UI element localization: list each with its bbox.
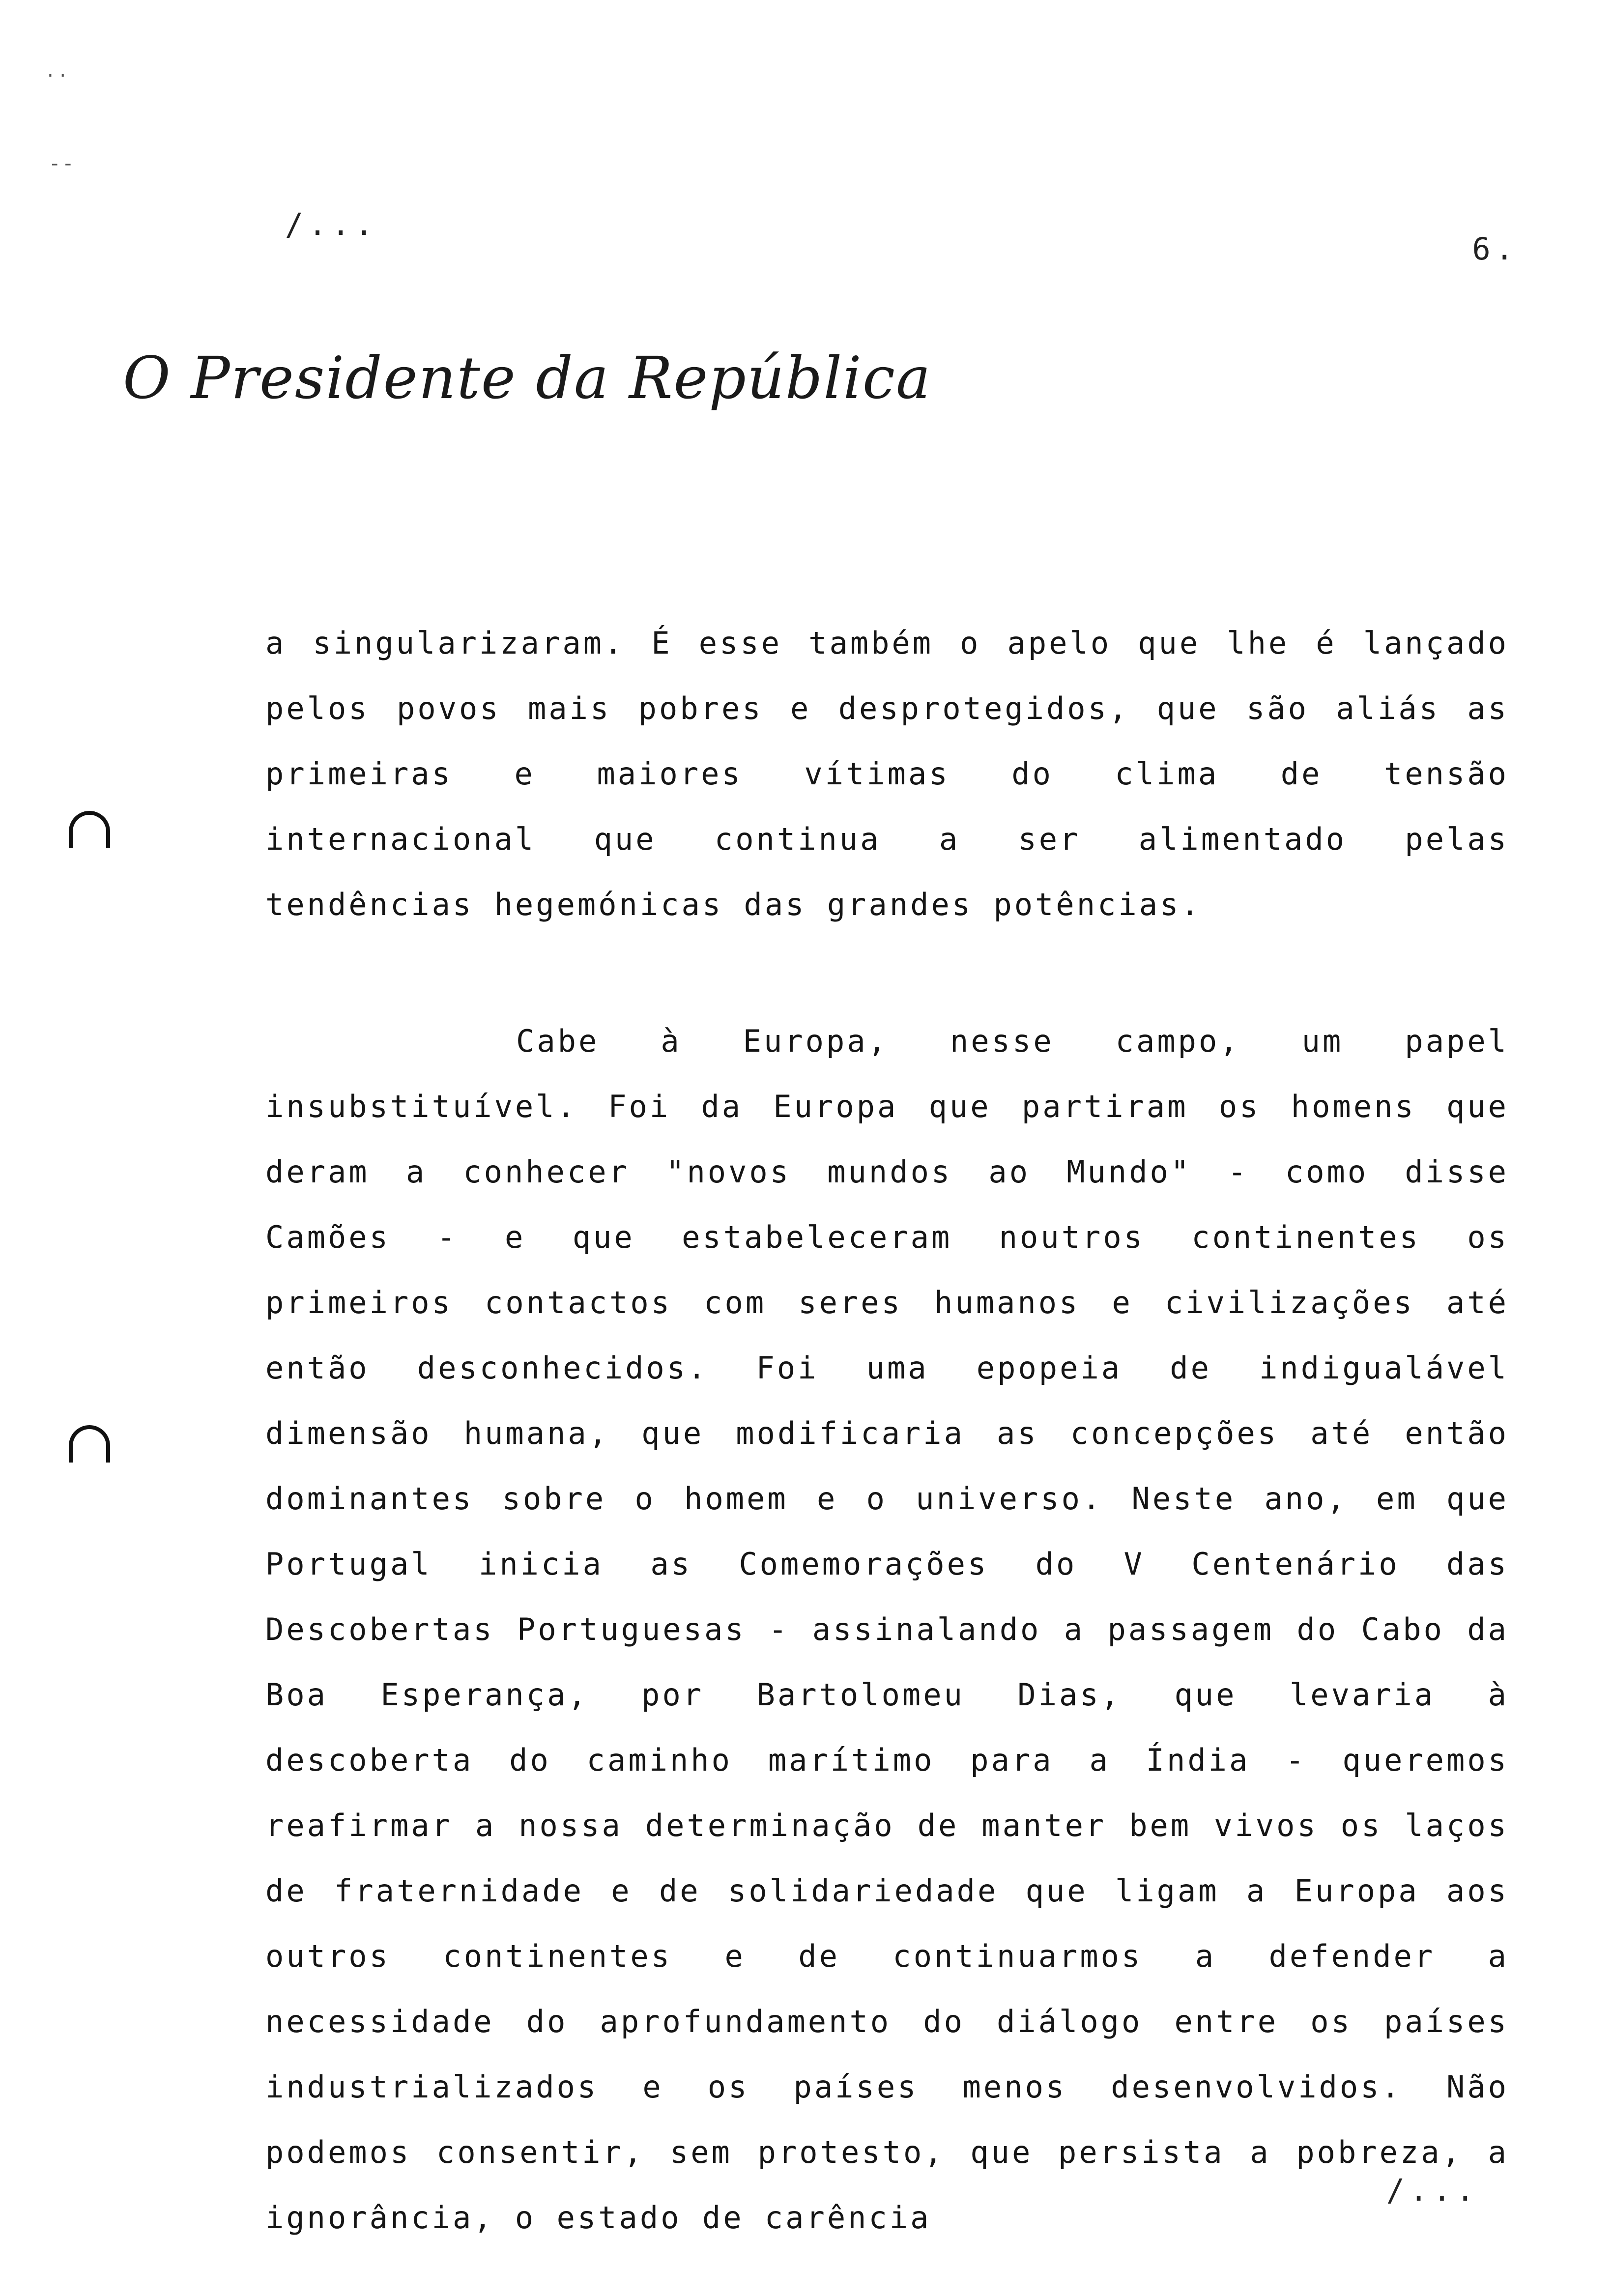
scan-speck: . . — [47, 59, 66, 82]
body-paragraph-2: Cabe à Europa, nesse campo, um papel insubstituível. Foi da Europa que partiram os homens que deram a conhecer "novos mundos ao Mundo" - como disse Camões - e que estabeleceram noutros continentes os primeiros contactos com seres humanos e civilizações até então desconhecidos. Foi uma epopeia de indigualável dimensão humana, que modificaria as concepções até então dominantes sobre o homem e o universo. Neste ano, em que Portugal inicia as Comemorações do V Centenário das Descobertas Portuguesas - assinalando a passagem do Cabo da Boa Esperança, por Bartolomeu Dias, que levaria à descoberta do caminho marítimo para a Índia - queremos reafirmar a nossa determinação de manter bem vivos os laços de fraternidade e de solidariedade que ligam a Europa aos outros continentes e de continuarmos a defender a necessidade do aprofundamento do diálogo entre os países industrializados e os países menos desenvolvidos. Não podemos consentir, sem protesto, que persista a pobreza, a ignorância, o estado de carência — [265, 1023, 1509, 2236]
body-paragraph-1: a singularizaram. É esse também o apelo que lhe é lançado pelos povos mais pobres e desprotegidos, que são aliás as primeiras e maiores vítimas do clima de tensão internacional que continua a ser alimentado pelas tendências hegemónicas das grandes potências. — [265, 625, 1509, 922]
letterhead: O Presidente da República — [123, 344, 932, 412]
binding-hole-mark — [69, 1425, 110, 1463]
continued-from-previous-marker: /... — [285, 206, 378, 242]
continued-on-next-marker: /... — [1386, 2172, 1479, 2208]
binding-hole-mark — [69, 811, 110, 848]
page-number: 6. — [1472, 231, 1519, 267]
scan-speck: - - — [51, 152, 72, 175]
